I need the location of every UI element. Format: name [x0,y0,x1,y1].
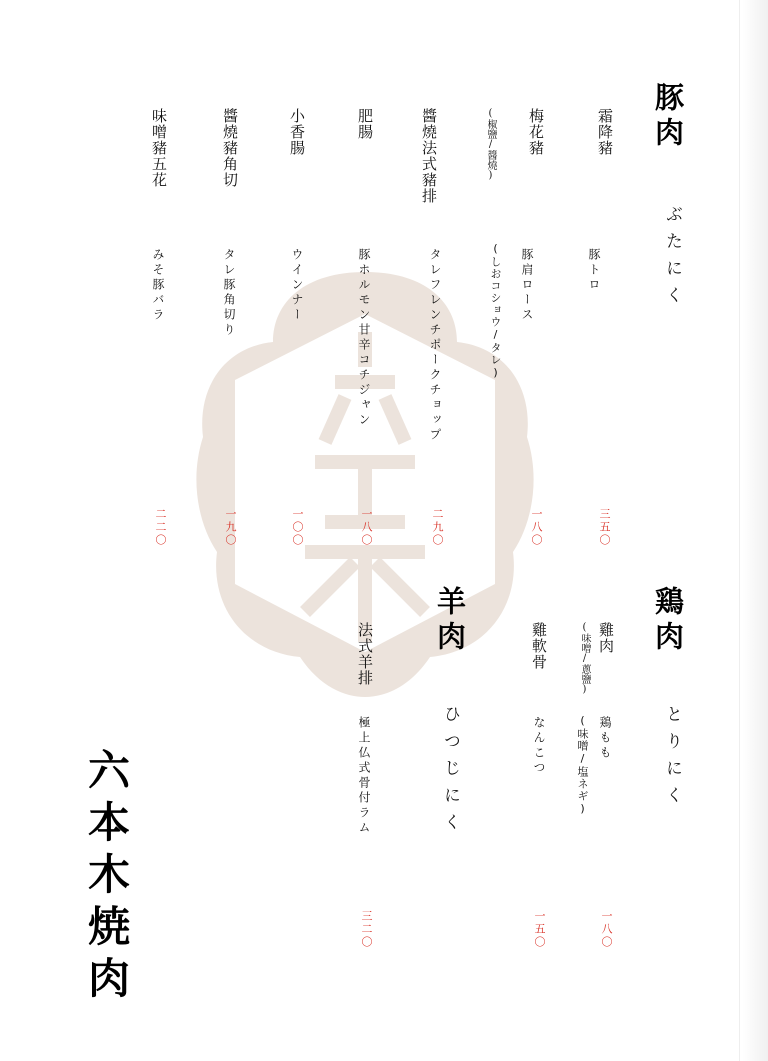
lamb-item-jp: 極上仏式骨付ラム [357,716,371,836]
chicken-item-jp-note: (味噌/塩ネギ) [576,714,589,816]
pork-item-price: 一〇〇 [291,508,304,547]
chicken-item-price: 一五〇 [533,910,546,949]
pork-item-name: 霜降豬 [596,108,614,156]
pork-item-jp: 豚ホルモン甘辛コチジャン [357,248,371,428]
pork-item-price: 二二〇 [154,508,167,547]
chicken-item-note: (味噌/蔥鹽) [579,622,590,695]
chicken-item-jp: 鶏もも [598,716,612,761]
pork-item-note: (椒鹽/醬燒) [485,108,496,181]
pork-item-price: 一九〇 [224,508,237,547]
pork-section-title: 豚肉 [651,82,685,152]
pork-item-price: 三五〇 [598,508,611,547]
chicken-item-jp: なんこつ [532,716,546,776]
lamb-section-title: 羊肉 [433,586,467,656]
pork-item-jp-note: (しおコショウ/タレ) [489,242,502,380]
pork-item-jp: 豚肩ロース [520,248,534,323]
chicken-item-name: 雞軟骨 [530,622,548,670]
pork-item-jp: みそ豚バラ [151,248,165,323]
pork-item-price: 二九〇 [431,508,444,547]
pork-item-name: 味噌豬五花 [150,108,168,188]
lamb-item-price: 三二〇 [360,910,373,949]
chicken-section-reading: とりにく [662,705,682,813]
pork-item-jp: 豚トロ [587,248,601,293]
pork-item-name: 肥腸 [356,108,374,140]
pork-item-name: 醬燒豬角切 [221,108,239,188]
page-edge-line [739,0,740,1061]
page-edge-shadow [742,0,768,1061]
pork-item-jp: タレ豚角切り [222,248,236,338]
chicken-item-name: 雞肉 [597,622,615,654]
pork-item-jp: タレフレンチポークチョップ [428,248,442,443]
pork-item-jp: ウインナー [290,248,304,323]
pork-item-price: 一八〇 [360,508,373,547]
pork-item-price: 一八〇 [530,508,543,547]
pork-section-reading: ぶたにく [662,205,682,313]
brand-logo-text: 六本木焼肉 [82,748,131,1008]
chicken-item-price: 一八〇 [600,910,613,949]
lamb-section-reading: ひつじにく [440,705,460,840]
pork-item-name: 小香腸 [288,108,306,156]
lamb-item-name: 法式羊排 [356,622,374,686]
pork-item-name: 醬燒法式豬排 [420,108,438,204]
chicken-section-title: 鶏肉 [651,586,685,656]
pork-item-name: 梅花豬 [527,108,545,156]
